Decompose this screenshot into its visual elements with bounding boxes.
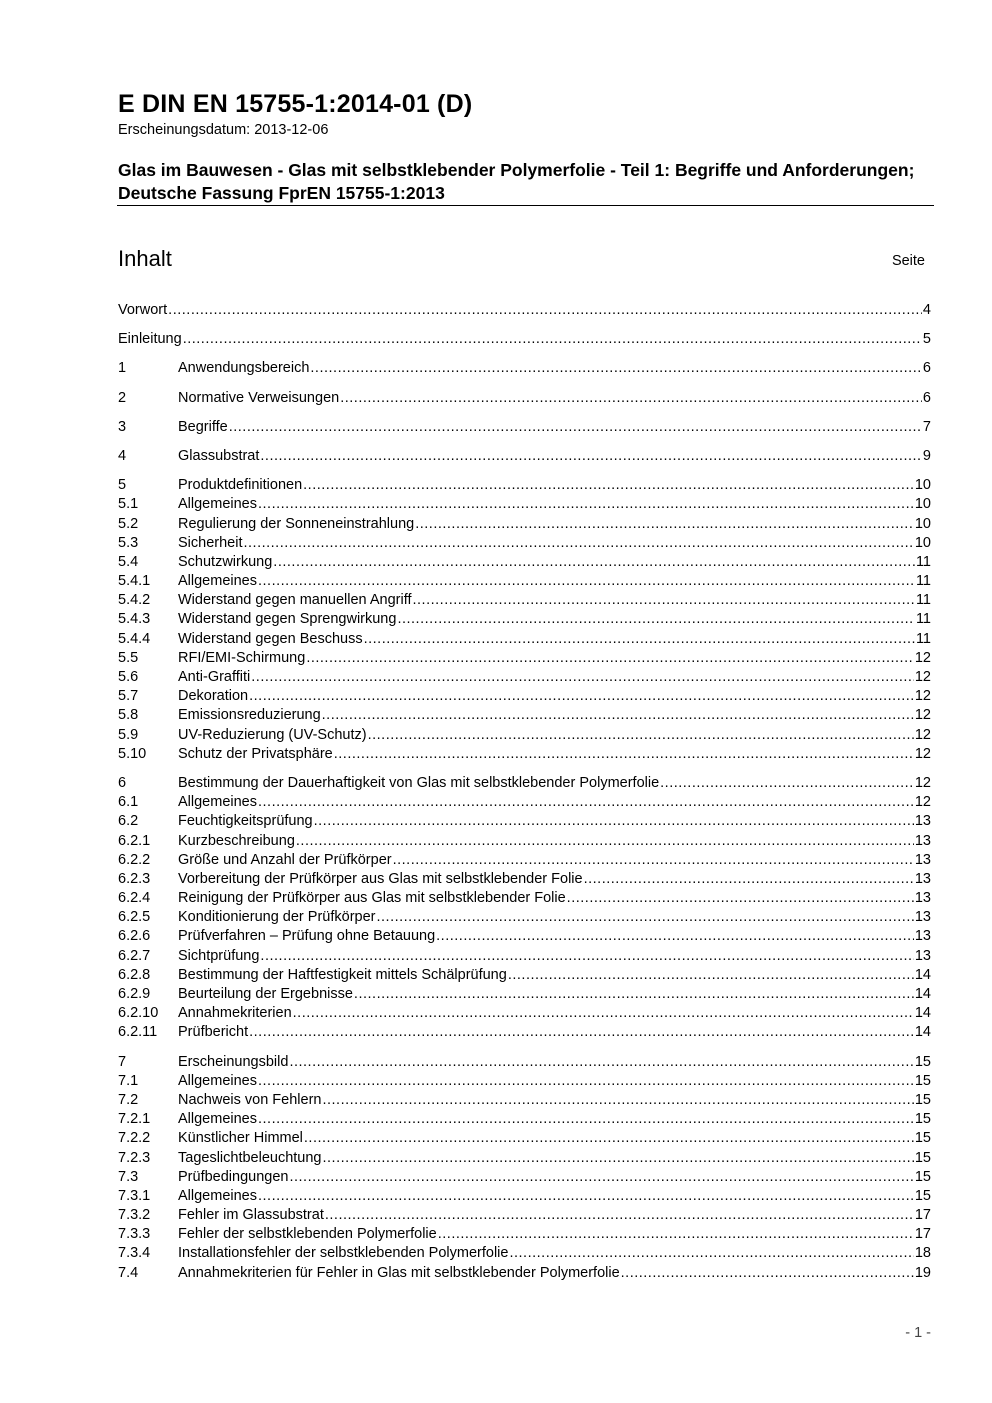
table-of-contents [118, 301, 931, 1283]
toc-entry[interactable] [118, 447, 931, 466]
toc-entry-number: 3 [118, 418, 127, 435]
toc-leader-dots [314, 812, 914, 831]
toc-leader-dots [621, 1264, 914, 1283]
toc-entry-number: 7.2.1 [118, 1111, 151, 1128]
toc-leader-dots [508, 966, 914, 985]
toc-entry-title: Allgemeines [178, 496, 257, 513]
toc-entry[interactable] [118, 668, 931, 687]
toc-entry-title: Widerstand gegen Beschuss [178, 630, 363, 647]
toc-entry-number: 7.1 [118, 1072, 139, 1089]
toc-entry-title: Produktdefinitionen [178, 477, 303, 494]
toc-entry-page: 15 [914, 1149, 931, 1166]
toc-entry-number: 6 [118, 774, 127, 791]
toc-leader-dots [258, 1110, 914, 1129]
toc-leader-dots [436, 927, 914, 946]
toc-entry-title: Allgemeines [178, 1072, 257, 1089]
toc-entry-number: 7.3.2 [118, 1207, 151, 1224]
toc-leader-dots [368, 726, 914, 745]
toc-entry-number: 5.4.2 [118, 592, 151, 609]
toc-entry-page: 13 [914, 947, 931, 964]
toc-entry[interactable] [118, 1091, 931, 1110]
toc-entry-number: 6.2.8 [118, 966, 151, 983]
toc-entry-page: 11 [915, 553, 931, 570]
toc-entry[interactable] [118, 418, 931, 437]
toc-entry[interactable] [118, 793, 931, 812]
toc-leader-dots [273, 553, 915, 572]
toc-leader-dots [260, 947, 913, 966]
toc-leader-dots [325, 1206, 914, 1225]
toc-entry[interactable] [118, 687, 931, 706]
toc-entry-page: 18 [914, 1245, 931, 1262]
toc-entry[interactable] [118, 1225, 931, 1244]
toc-entry-number: 7 [118, 1053, 127, 1070]
toc-entry[interactable] [118, 985, 931, 1004]
toc-leader-dots [354, 985, 914, 1004]
toc-leader-dots [304, 1129, 914, 1148]
toc-entry-page: 13 [914, 890, 931, 907]
toc-entry-page: 11 [915, 630, 931, 647]
toc-entry-title: Widerstand gegen Sprengwirkung [178, 611, 397, 628]
toc-leader-dots [289, 1168, 913, 1187]
toc-entry-title: Beurteilung der Ergebnisse [178, 986, 353, 1002]
toc-leader-dots [413, 591, 915, 610]
toc-leader-dots [258, 1072, 914, 1091]
toc-entry-title: Künstlicher Himmel [178, 1130, 303, 1147]
toc-entry-page: 12 [914, 794, 931, 811]
toc-entry[interactable] [118, 832, 931, 851]
toc-entry[interactable] [118, 495, 931, 514]
toc-entry-number: 2 [118, 389, 127, 406]
toc-entry[interactable] [118, 389, 931, 408]
toc-leader-dots [340, 389, 922, 408]
toc-leader-dots [376, 908, 913, 927]
toc-entry-title: Begriffe [178, 418, 228, 435]
toc-entry-number: 5.4.4 [118, 630, 151, 647]
toc-entry[interactable] [118, 927, 931, 946]
page-number: - 1 - [905, 1325, 931, 1341]
toc-entry-number: 7.2.2 [118, 1130, 151, 1147]
toc-entry-page: 14 [914, 1024, 931, 1041]
toc-entry[interactable] [118, 1206, 931, 1225]
toc-entry[interactable] [118, 534, 931, 553]
toc-leader-dots [258, 495, 914, 514]
toc-entry-number: 7.3 [118, 1168, 139, 1185]
toc-leader-dots [438, 1225, 914, 1244]
toc-leader-dots [310, 359, 922, 378]
toc-entry[interactable] [118, 301, 931, 320]
toc-entry-title: Vorwort [118, 302, 168, 318]
toc-entry-title: RFI/EMI-Schirmung [178, 649, 306, 666]
header-divider [117, 205, 934, 206]
toc-entry-number: 7.3.3 [118, 1226, 151, 1243]
toc-entry[interactable] [118, 745, 931, 764]
toc-entry[interactable] [118, 774, 931, 793]
toc-entry[interactable] [118, 1168, 931, 1187]
toc-entry-number: 7.2.3 [118, 1149, 151, 1166]
toc-entry-page: 13 [914, 851, 931, 868]
toc-leader-dots [258, 1187, 914, 1206]
toc-entry-number: 5.4.1 [118, 573, 151, 590]
toc-entry-number: 6.2.1 [118, 832, 151, 849]
toc-entry-page: 15 [914, 1072, 931, 1089]
toc-entry-title: Regulierung der Sonneneinstrahlung [178, 515, 415, 532]
toc-entry-page: 4 [922, 302, 931, 318]
toc-leader-dots [322, 706, 914, 725]
toc-entry[interactable] [118, 1053, 931, 1072]
toc-leader-dots [183, 330, 922, 349]
toc-entry[interactable] [118, 1023, 931, 1042]
toc-entry-number: 7.3.1 [118, 1187, 151, 1204]
toc-entry-number: 6.2.6 [118, 928, 151, 945]
toc-entry[interactable] [118, 330, 931, 349]
toc-entry-number: 6.2.5 [118, 909, 151, 926]
toc-entry[interactable] [118, 1244, 931, 1263]
toc-entry-number: 7.3.4 [118, 1245, 151, 1262]
toc-entry-number: 5.6 [118, 669, 139, 685]
toc-entry-page: 15 [914, 1130, 931, 1147]
toc-entry-number: 5.9 [118, 726, 139, 743]
toc-entry-title: Reinigung der Prüfkörper aus Glas mit selbstklebender Folie [178, 890, 566, 907]
toc-entry-page: 15 [914, 1111, 931, 1128]
toc-leader-dots [289, 1053, 913, 1072]
toc-entry[interactable] [118, 591, 931, 610]
toc-entry-number: 6.2.4 [118, 890, 151, 907]
toc-entry[interactable] [118, 947, 931, 966]
toc-entry-page: 10 [914, 534, 931, 551]
toc-entry-title: Anti-Graffiti [178, 669, 251, 685]
toc-entry-number: 5.2 [118, 515, 139, 532]
toc-entry[interactable] [118, 706, 931, 725]
toc-entry-title: Anwendungsbereich [178, 360, 310, 377]
toc-entry-page: 14 [914, 1005, 931, 1022]
toc-entry-title: Kurzbeschreibung [178, 832, 295, 849]
toc-leader-dots [258, 793, 914, 812]
toc-entry-page: 13 [914, 832, 931, 849]
toc-leader-dots [249, 687, 914, 706]
toc-entry-page: 5 [922, 331, 931, 348]
toc-entry[interactable] [118, 630, 931, 649]
toc-entry-page: 12 [914, 774, 931, 791]
toc-entry-page: 6 [922, 389, 931, 406]
toc-page-label: Seite [891, 253, 925, 269]
toc-entry-page: 15 [914, 1053, 931, 1070]
toc-entry-title: Allgemeines [178, 1111, 257, 1128]
toc-title: Inhalt [118, 246, 172, 271]
toc-leader-dots [660, 774, 914, 793]
toc-entry-title: Konditionierung der Prüfkörper [178, 909, 376, 926]
toc-entry[interactable] [118, 1264, 931, 1283]
toc-entry-title: Widerstand gegen manuellen Angriff [178, 592, 412, 609]
toc-entry[interactable] [118, 908, 931, 927]
toc-entry-title: Bestimmung der Dauerhaftigkeit von Glas mit selbstklebender Polymerfolie [178, 774, 660, 791]
toc-leader-dots [249, 1023, 914, 1042]
toc-entry-title: Einleitung [118, 331, 182, 348]
toc-entry-page: 11 [915, 611, 931, 628]
toc-entry-page: 13 [914, 813, 931, 830]
toc-entry-title: Erscheinungsbild [178, 1053, 289, 1070]
toc-entry-page: 9 [922, 447, 931, 464]
toc-entry-page: 13 [914, 909, 931, 926]
toc-leader-dots [296, 832, 914, 851]
toc-entry-number: 5.3 [118, 534, 139, 551]
toc-entry-page: 12 [914, 669, 931, 685]
toc-entry-page: 15 [914, 1187, 931, 1204]
toc-entry[interactable] [118, 572, 931, 591]
toc-entry-number: 6.2.2 [118, 851, 151, 868]
toc-leader-dots [397, 610, 915, 629]
toc-entry[interactable] [118, 966, 931, 985]
toc-leader-dots [415, 515, 914, 534]
toc-entry-title: Emissionsreduzierung [178, 707, 321, 724]
toc-entry-number: 6.2 [118, 813, 139, 830]
toc-entry-number: 6.2.9 [118, 986, 151, 1002]
toc-entry-number: 1 [118, 360, 127, 377]
toc-entry-number: 5.4 [118, 553, 139, 570]
toc-entry-number: 4 [118, 447, 127, 464]
toc-entry-title: Prüfverfahren – Prüfung ohne Betauung [178, 928, 436, 945]
toc-entry-page: 17 [914, 1226, 931, 1243]
toc-entry[interactable] [118, 889, 931, 908]
toc-entry-title: Nachweis von Fehlern [178, 1091, 322, 1108]
toc-entry-number: 5.7 [118, 688, 139, 705]
toc-entry-page: 12 [914, 688, 931, 705]
toc-leader-dots [323, 1149, 914, 1168]
toc-entry-number: 5.4.3 [118, 611, 151, 628]
toc-entry[interactable] [118, 1149, 931, 1168]
toc-entry-title: Prüfbericht [178, 1024, 249, 1041]
toc-entry-number: 7.4 [118, 1264, 139, 1281]
toc-entry-title: Sicherheit [178, 534, 243, 551]
publication-date: Erscheinungsdatum: 2013-12-06 [118, 122, 329, 138]
toc-entry[interactable] [118, 649, 931, 668]
toc-entry-title: Dekoration [178, 688, 249, 705]
toc-entry-title: Allgemeines [178, 1187, 257, 1204]
toc-entry-title: Schutzwirkung [178, 553, 273, 570]
toc-entry-page: 11 [915, 592, 931, 609]
toc-entry-title: Annahmekriterien [178, 1005, 292, 1022]
toc-entry[interactable] [118, 1110, 931, 1129]
toc-entry-page: 15 [914, 1091, 931, 1108]
toc-entry[interactable] [118, 515, 931, 534]
toc-entry-number: 6.2.3 [118, 870, 151, 887]
toc-leader-dots [168, 301, 922, 320]
toc-entry-number: 5.5 [118, 649, 139, 666]
toc-entry[interactable] [118, 553, 931, 572]
toc-entry[interactable] [118, 610, 931, 629]
toc-leader-dots [229, 418, 922, 437]
toc-leader-dots [258, 572, 915, 591]
toc-entry-title: Normative Verweisungen [178, 389, 340, 406]
toc-entry-number: 6.2.7 [118, 947, 151, 964]
toc-leader-dots [334, 745, 914, 764]
toc-entry-title: Vorbereitung der Prüfkörper aus Glas mit selbstklebender Folie [178, 870, 583, 887]
toc-entry-number: 6.2.10 [118, 1005, 159, 1022]
toc-entry-page: 10 [914, 477, 931, 494]
toc-entry-page: 14 [914, 986, 931, 1002]
toc-leader-dots [567, 889, 914, 908]
toc-entry-page: 7 [922, 418, 931, 435]
toc-leader-dots [303, 476, 914, 495]
toc-entry-page: 14 [914, 966, 931, 983]
toc-entry-title: Fehler der selbstklebenden Polymerfolie [178, 1226, 437, 1243]
toc-entry-number: 7.2 [118, 1091, 139, 1108]
toc-entry-title: Sichtprüfung [178, 947, 260, 964]
toc-entry-title: Glassubstrat [178, 447, 260, 464]
toc-leader-dots [243, 534, 913, 553]
toc-leader-dots [322, 1091, 913, 1110]
toc-entry-title: Fehler im Glassubstrat [178, 1207, 324, 1224]
toc-entry-number: 5.10 [118, 745, 147, 762]
toc-entry-page: 12 [914, 745, 931, 762]
toc-entry-page: 12 [914, 726, 931, 743]
toc-entry-page: 12 [914, 649, 931, 666]
toc-entry-number: 5.8 [118, 707, 139, 724]
toc-entry[interactable] [118, 1129, 931, 1148]
document-subtitle: Glas im Bauwesen - Glas mit selbstklebender Polymerfolie - Teil 1: Begriffe und Anforderungen; Deutsche Fassung FprEN 15755-1:2013 [118, 160, 915, 203]
toc-entry-title: Tageslichtbeleuchtung [178, 1149, 322, 1166]
toc-entry[interactable] [118, 1187, 931, 1206]
toc-entry-number: 5.1 [118, 496, 139, 513]
toc-entry-number: 5 [118, 477, 127, 494]
toc-entry[interactable] [118, 870, 931, 889]
toc-leader-dots [306, 649, 914, 668]
toc-entry-title: Prüfbedingungen [178, 1168, 289, 1185]
toc-entry-page: 10 [914, 515, 931, 532]
toc-entry[interactable] [118, 476, 931, 495]
toc-entry-title: Schutz der Privatsphäre [178, 745, 333, 762]
toc-entry-page: 17 [914, 1207, 931, 1224]
toc-entry-page: 15 [914, 1168, 931, 1185]
toc-entry-page: 13 [914, 928, 931, 945]
toc-entry-title: Allgemeines [178, 573, 257, 590]
toc-entry[interactable] [118, 1004, 931, 1023]
toc-leader-dots [364, 630, 915, 649]
toc-entry[interactable] [118, 812, 931, 831]
toc-entry[interactable] [118, 851, 931, 870]
toc-leader-dots [584, 870, 914, 889]
toc-entry-title: Annahmekriterien für Fehler in Glas mit selbstklebender Polymerfolie [178, 1264, 620, 1281]
toc-entry[interactable] [118, 359, 931, 378]
toc-entry-title: Installationsfehler der selbstklebenden Polymerfolie [178, 1245, 509, 1262]
toc-leader-dots [251, 668, 914, 687]
toc-entry-page: 12 [914, 707, 931, 724]
toc-entry-title: Allgemeines [178, 794, 257, 811]
toc-entry-page: 10 [914, 496, 931, 513]
toc-entry-page: 11 [915, 573, 931, 590]
toc-entry[interactable] [118, 1072, 931, 1091]
toc-entry-page: 19 [914, 1264, 931, 1281]
toc-entry-number: 6.2.11 [118, 1024, 158, 1041]
toc-leader-dots [509, 1244, 913, 1263]
toc-entry-title: Größe und Anzahl der Prüfkörper [178, 851, 392, 868]
toc-leader-dots [260, 447, 922, 466]
document-id: E DIN EN 15755-1:2014-01 (D) [118, 90, 473, 118]
toc-entry-title: Bestimmung der Haftfestigkeit mittels Schälprüfung [178, 966, 507, 983]
toc-entry[interactable] [118, 726, 931, 745]
toc-entry-title: Feuchtigkeitsprüfung [178, 813, 313, 830]
toc-entry-title: UV-Reduzierung (UV-Schutz) [178, 726, 367, 743]
toc-entry-page: 13 [914, 870, 931, 887]
toc-entry-number: 6.1 [118, 794, 139, 811]
toc-leader-dots [293, 1004, 914, 1023]
toc-leader-dots [393, 851, 914, 870]
toc-entry-page: 6 [922, 360, 931, 377]
